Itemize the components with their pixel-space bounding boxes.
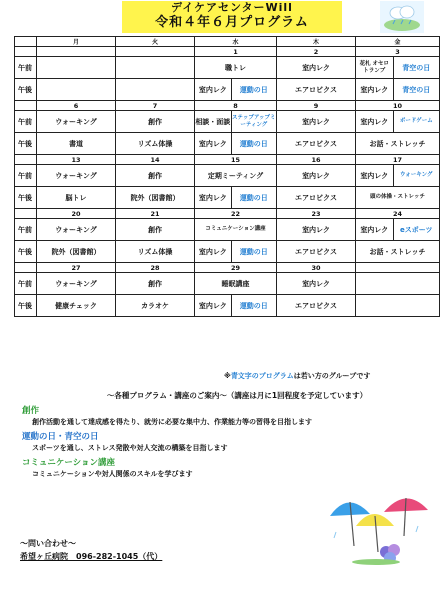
program-cell-tue: 創作 [116,111,195,133]
date-cell-mon [37,47,116,57]
program-cell-mon: ウォーキング [37,165,116,187]
pm-label: 午後 [15,79,37,101]
program-cell-thu: 室内レク [277,219,356,241]
split-right-program: 運動の日 [231,295,276,316]
program-cell-fri [356,219,440,241]
program-cell-tue: 創作 [116,165,195,187]
program-cell-wed [195,241,277,263]
contact-phone: 希望ヶ丘病院 096-282-1045（代） [20,552,163,561]
program-cell-wed: 定期ミーティング [195,165,277,187]
page-title: 令和４年６月プログラム [155,15,309,30]
split-cell [356,79,439,100]
split-cell [356,57,439,78]
date-cell-mon: 13 [37,155,116,165]
section-title-craft: 創作 [22,406,40,416]
date-cell-tue: 21 [116,209,195,219]
program-guide [22,390,432,479]
date-cell-mon: 27 [37,263,116,273]
pm-row [15,187,440,209]
split-cell [195,79,276,100]
split-left-program: 室内レク [360,225,389,234]
split-right-program: ステップアップミーティング [231,111,276,132]
am-row [15,219,440,241]
day-header-tue: 火 [116,37,195,47]
date-cell-wed: 15 [195,155,277,165]
split-left-program: 室内レク [198,247,227,256]
contact-label: ～問い合わせ～ [20,539,76,548]
date-row [15,209,440,219]
split-cell [195,295,276,316]
split-left-program: 室内レク [198,193,227,202]
program-cell-thu: 室内レク [277,165,356,187]
date-cell-wed: 1 [195,47,277,57]
am-label: 午前 [15,165,37,187]
date-cell-thu: 23 [277,209,356,219]
am-row [15,111,440,133]
pm-row [15,79,440,101]
split-left-program: 室内レク [198,301,227,310]
split-right-program: 運動の日 [231,133,276,154]
program-cell-mon: ウォーキング [37,219,116,241]
split-right-program: 青空の日 [393,79,439,100]
am-label: 午前 [15,273,37,295]
date-cell-fri: 17 [356,155,440,165]
date-row-corner [15,263,37,273]
program-cell-fri: お話・ストレッチ [356,241,440,263]
program-cell-tue: リズム体操 [116,133,195,155]
am-row [15,165,440,187]
program-cell-tue [116,79,195,101]
pm-label: 午後 [15,133,37,155]
split-right-program: ウォーキング [393,165,439,186]
date-cell-tue: 7 [116,101,195,111]
legend-note: ※青文字のプログラムは若い方のグループです [224,372,371,380]
contact-block [20,537,162,563]
date-cell-tue [116,47,195,57]
program-cell-mon: 院外（図書館） [37,241,116,263]
section-title-communication: コミュニケーション講座 [22,458,115,468]
header [0,0,448,36]
date-cell-tue: 28 [116,263,195,273]
date-cell-thu: 2 [277,47,356,57]
date-cell-fri: 24 [356,209,440,219]
date-cell-mon: 20 [37,209,116,219]
date-row [15,155,440,165]
date-row-corner [15,155,37,165]
program-cell-wed [195,295,277,317]
pm-label: 午後 [15,241,37,263]
split-cell [356,111,439,132]
date-cell-fri [356,263,440,273]
program-cell-mon: 書道 [37,133,116,155]
program-cell-fri [356,111,440,133]
program-cell-mon [37,57,116,79]
split-right-program: 青空の日 [393,57,439,78]
day-header-wed: 水 [195,37,277,47]
split-left-program: 室内レク [360,117,389,126]
date-cell-fri: 10 [356,101,440,111]
program-cell-mon [37,79,116,101]
am-label: 午前 [15,219,37,241]
split-cell [195,133,276,154]
split-right-program: 運動の日 [231,241,276,262]
pm-label: 午後 [15,187,37,209]
split-left-program: 花札 オセロ トランプ [359,61,389,74]
split-right-program: 運動の日 [231,79,276,100]
umbrella-illustration [326,486,430,566]
am-row [15,273,440,295]
date-cell-wed: 29 [195,263,277,273]
program-cell-wed: 職トレ [195,57,277,79]
split-right-program: ボードゲーム [393,111,439,132]
program-cell-mon: 脳トレ [37,187,116,209]
date-row [15,47,440,57]
program-cell-fri [356,79,440,101]
day-header-fri: 金 [356,37,440,47]
split-cell [195,187,276,208]
program-cell-thu: 室内レク [277,111,356,133]
date-cell-fri: 3 [356,47,440,57]
program-cell-fri: 頭の体操・ストレッチ [356,187,440,209]
split-left-program: 室内レク [198,139,227,148]
program-cell-wed [195,79,277,101]
date-cell-tue: 14 [116,155,195,165]
date-row-corner [15,47,37,57]
program-cell-tue: 創作 [116,219,195,241]
program-cell-tue [116,57,195,79]
split-cell [195,241,276,262]
program-cell-thu: エアロビクス [277,295,356,317]
split-cell [356,165,439,186]
program-cell-thu: 室内レク [277,273,356,295]
pm-label: 午後 [15,295,37,317]
program-cell-wed [195,187,277,209]
split-cell [356,219,439,240]
date-cell-thu: 9 [277,101,356,111]
split-left-program: 室内レク [360,85,389,94]
section-desc-communication: コミュニケーションや対人関係のスキルを学びます [32,470,193,478]
program-cell-tue: 院外（図書館） [116,187,195,209]
program-cell-tue: 創作 [116,273,195,295]
split-left-program: 室内レク [360,171,389,180]
program-cell-thu: エアロビクス [277,187,356,209]
pm-row [15,133,440,155]
date-row-corner [15,101,37,111]
program-cell-tue: リズム体操 [116,241,195,263]
org-name: デイケアセンターWill [171,1,293,14]
program-cell-thu: 室内レク [277,57,356,79]
program-cell-fri [356,57,440,79]
program-cell-mon: ウォーキング [37,111,116,133]
program-cell-wed: コミュニケーション講座 [195,219,277,241]
am-label: 午前 [15,57,37,79]
split-left-program: 相談・面談 [195,117,231,126]
section-desc-exercise: スポーツを通し、ストレス発散や対人交流の構築を目指します [32,444,228,452]
program-cell-wed: 睡眠講座 [195,273,277,295]
program-cell-wed [195,133,277,155]
date-cell-mon: 6 [37,101,116,111]
split-right-program: 運動の日 [231,187,276,208]
day-header-mon: 月 [37,37,116,47]
program-cell-tue: カラオケ [116,295,195,317]
date-cell-thu: 30 [277,263,356,273]
rain-cloud-illustration [380,1,424,33]
date-row-corner [15,209,37,219]
program-cell-mon: ウォーキング [37,273,116,295]
section-title-exercise: 運動の日・青空の日 [22,432,99,442]
corner-cell [15,37,37,47]
date-row [15,263,440,273]
program-cell-thu: エアロビクス [277,79,356,101]
am-row [15,57,440,79]
program-cell-fri [356,165,440,187]
pm-row [15,241,440,263]
program-cell-fri: お話・ストレッチ [356,133,440,155]
guide-heading: ～各種プログラム・講座のご案内～（講座は月に1回程度を予定しています） [106,391,368,400]
program-calendar [14,36,440,317]
program-cell-wed [195,111,277,133]
program-cell-fri [356,295,440,317]
split-left-program: 室内レク [198,85,227,94]
pm-row [15,295,440,317]
title-banner [122,1,342,33]
section-desc-craft: 創作活動を通して達成感を得たり、就労に必要な集中力、作業能力等の習得を目指します [32,418,312,426]
date-cell-thu: 16 [277,155,356,165]
program-cell-fri [356,273,440,295]
split-right-program: eスポーツ [393,219,439,240]
am-label: 午前 [15,111,37,133]
date-row [15,101,440,111]
date-cell-wed: 22 [195,209,277,219]
date-cell-wed: 8 [195,101,277,111]
program-cell-thu: エアロビクス [277,241,356,263]
program-cell-mon: 健康チェック [37,295,116,317]
program-cell-thu: エアロビクス [277,133,356,155]
split-cell [195,111,276,132]
day-header-thu: 木 [277,37,356,47]
